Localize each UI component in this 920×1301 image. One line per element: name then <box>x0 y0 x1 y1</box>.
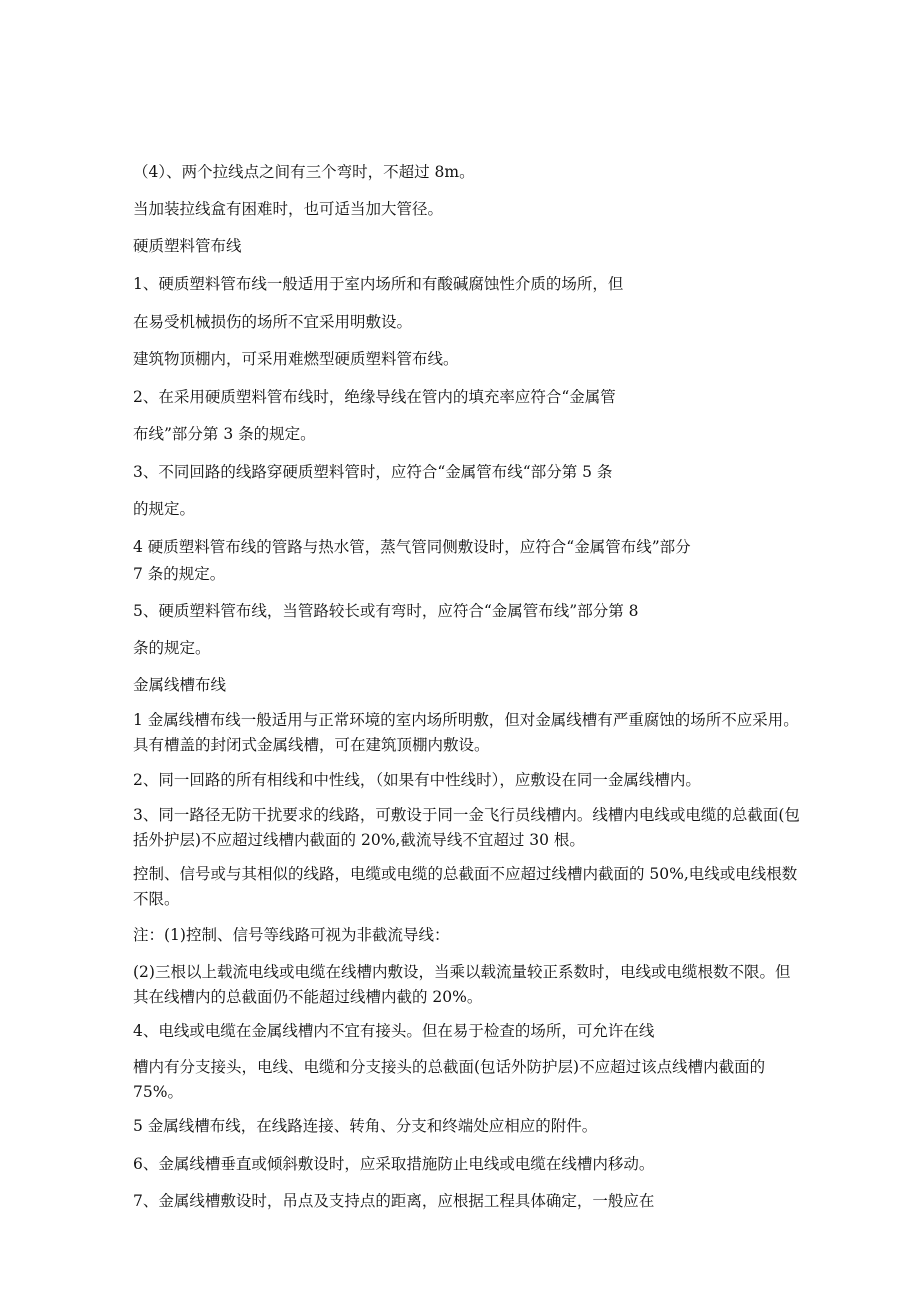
paragraph: 1 金属线槽布线一般适用与正常环境的室内场所明敷，但对金属线槽有严重腐蚀的场所不应采用。具有槽盖的封闭式金属线槽，可在建筑顶棚内敷设。 <box>133 711 799 754</box>
paragraph: 5 金属线槽布线，在线路连接、转角、分支和终端处应相应的附件。 <box>133 1117 598 1135</box>
paragraph: 3、同一路径无防干扰要求的线路，可敷设于同一金飞行员线槽内。线槽内电线或电缆的总截面(包括外护层)不应超过线槽内截面的 20%,截流导线不宜超过 30 根。 <box>133 806 800 849</box>
paragraph: 注：(1)控制、信号等线路可视为非截流导线： <box>133 926 450 944</box>
paragraph: 布线”部分第 3 条的规定。 <box>133 425 316 443</box>
paragraph: 条的规定。 <box>133 639 211 657</box>
paragraph: 槽内有分支接头，电线、电缆和分支接头的总截面(包话外防护层)不应超过该点线槽内截面的 75%。 <box>133 1058 766 1101</box>
paragraph: 建筑物顶棚内，可采用难燃型硬质塑料管布线。 <box>133 350 459 368</box>
paragraph: 3、不同回路的线路穿硬质塑料管时，应符合“金属管布线“部分第 5 条 <box>133 463 613 481</box>
paragraph: 4、电线或电缆在金属线槽内不宜有接头。但在易于检查的场所，可允许在线 <box>133 1022 655 1040</box>
section-heading: 硬质塑料管布线 <box>133 237 242 255</box>
section-heading: 金属线槽布线 <box>133 676 227 694</box>
paragraph: 1、硬质塑料管布线一般适用于室内场所和有酸碱腐蚀性介质的场所，但 <box>133 275 624 293</box>
paragraph: 控制、信号或与其相似的线路，电缆或电缆的总截面不应超过线槽内截面的 50%,电线或电线根数不限。 <box>133 865 798 908</box>
paragraph: 当加装拉线盒有困难时，也可适当加大管径。 <box>133 200 444 218</box>
paragraph: 在易受机械损伤的场所不宜采用明敷设。 <box>133 313 413 331</box>
paragraph: 2、同一回路的所有相线和中性线，（如果有中性线时），应敷设在同一金属线槽内。 <box>133 771 701 789</box>
paragraph: 4 硬质塑料管布线的管路与热水管，蒸气管同侧敷设时，应符合“金属管布线”部分 <box>133 538 691 556</box>
paragraph: 的规定。 <box>133 500 196 518</box>
paragraph: 2、在采用硬质塑料管布线时，绝缘导线在管内的填充率应符合“金属管 <box>133 388 616 406</box>
paragraph: 6、金属线槽垂直或倾斜敷设时，应采取措施防止电线或电缆在线槽内移动。 <box>133 1155 655 1173</box>
paragraph: (2)三根以上载流电线或电缆在线槽内敷设，当乘以载流量较正系数时，电线或电缆根数不限。但其在线槽内的总截面仍不能超过线槽内截的 20%。 <box>133 963 791 1006</box>
paragraph: （4）、两个拉线点之间有三个弯时，不超过 8m。 <box>133 163 475 181</box>
paragraph: 7 条的规定。 <box>133 565 226 583</box>
paragraph: 7、金属线槽敷设时，吊点及支持点的距离，应根据工程具体确定，一般应在 <box>133 1192 655 1210</box>
paragraph: 5、硬质塑料管布线，当管路较长或有弯时，应符合“金属管布线”部分第 8 <box>133 602 639 620</box>
